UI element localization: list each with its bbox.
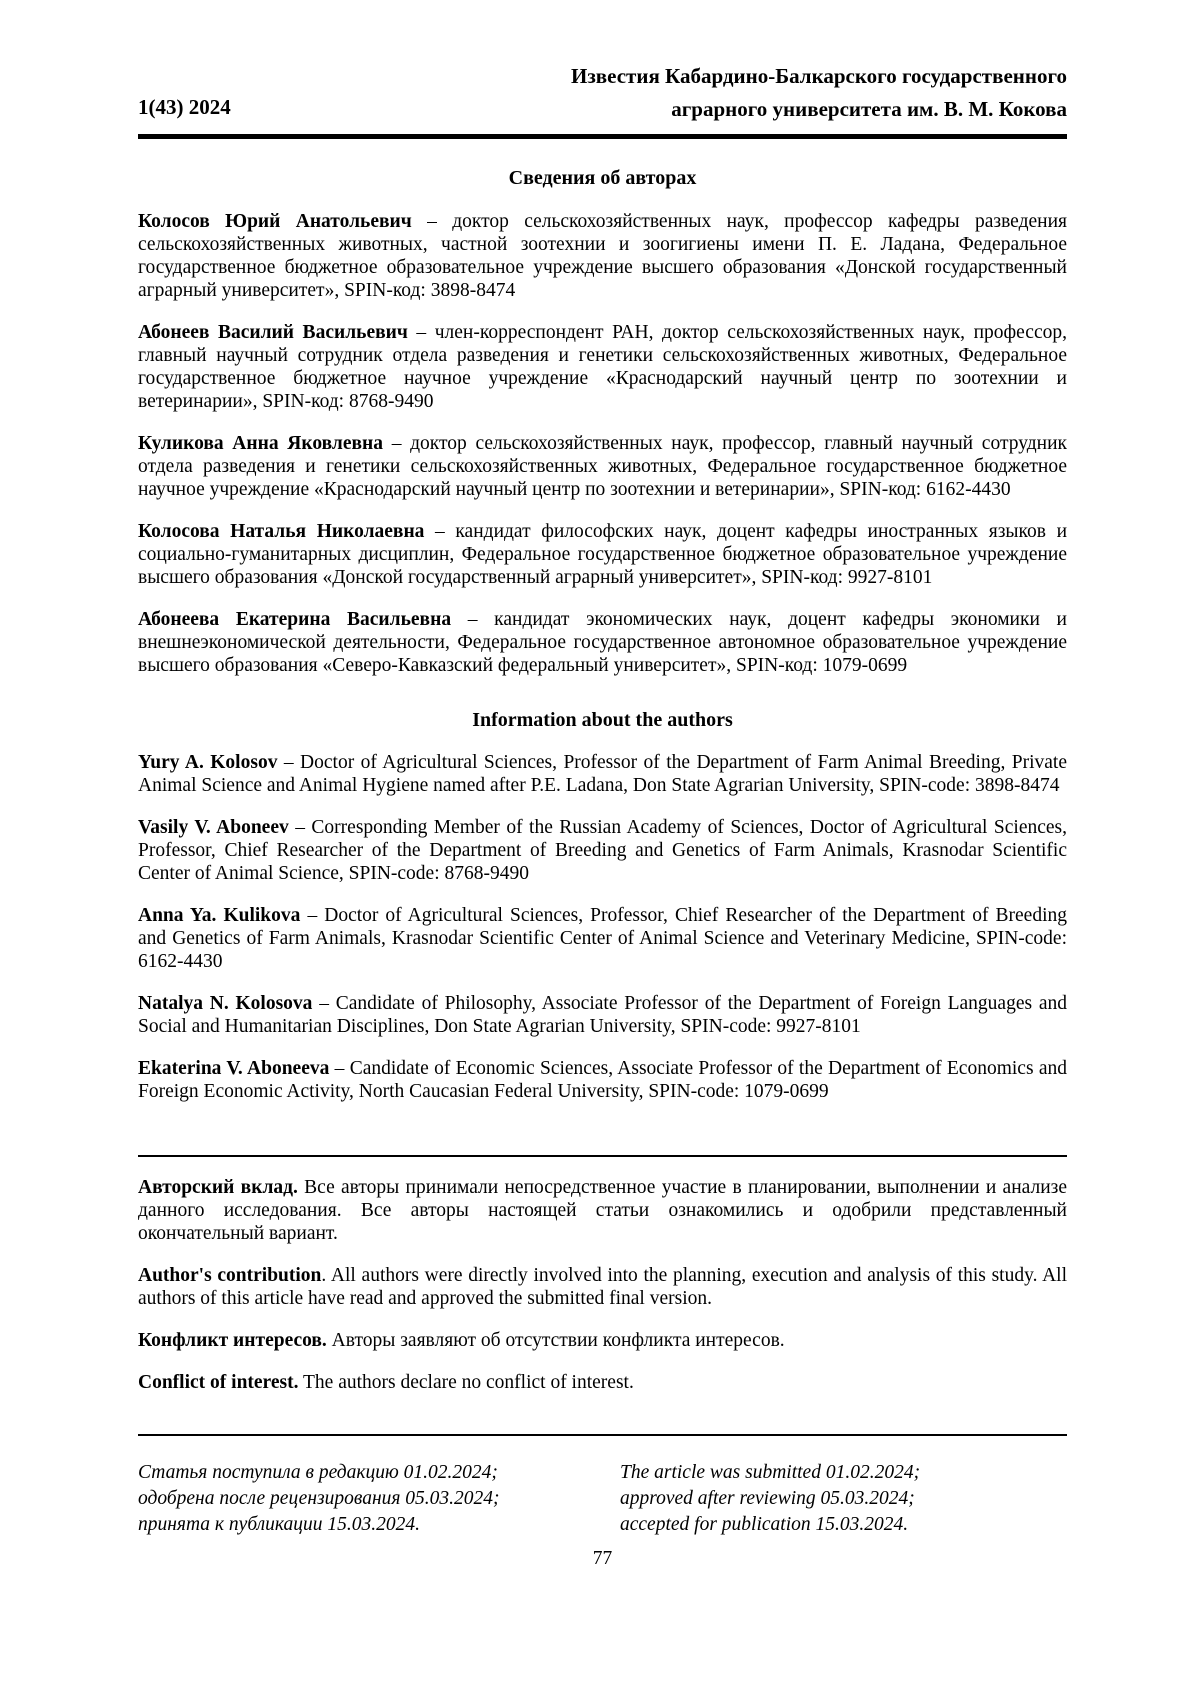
author-ru-paragraph bbox=[138, 432, 1067, 501]
author-name: Куликова Анна Яковлевна bbox=[138, 432, 384, 454]
statement-text: Авторы заявляют об отсутствии конфликта интересов. bbox=[326, 1330, 785, 1352]
author-description: – член-корреспондент РАН, доктор сельскохозяйственных наук, профессор, главный научный сотрудник отдела разведения и генетики сельскохозяйственных животных, Федеральное государственное бюджетное научное учреждение «Краснодарский научный центр по зоотехнии и ветеринарии», SPIN-код: 8768-9490 bbox=[138, 321, 1067, 412]
statement-text: Все авторы принимали непосредственное участие в планировании, выполнении и анализе данного исследования. Все авторы настоящей статьи ознакомились и одобрили представленный окончательный вариант. bbox=[138, 1177, 1067, 1245]
header-rule bbox=[138, 134, 1067, 139]
page-header bbox=[138, 60, 1067, 125]
ru-contribution-paragraph bbox=[138, 1176, 1067, 1245]
date-line: accepted for publication 15.03.2024. bbox=[620, 1513, 909, 1535]
submission-dates-ru bbox=[138, 1460, 620, 1537]
author-ru-paragraph bbox=[138, 608, 1067, 677]
author-description: – доктор сельскохозяйственных наук, профессор кафедры разведения сельскохозяйственных животных, частной зоотехнии и зоогигиены имени П. Е. Ладана, Федеральное государственное бюджетное образовательное учреждение высшего образования «Донской государственный аграрный университет», SPIN-код: 3898-8474 bbox=[138, 210, 1067, 301]
author-name: Колосов Юрий Анатольевич bbox=[138, 210, 412, 232]
statement-text: . All authors were directly involved into the planning, execution and analysis of this study. All authors of this article have read and approved the submitted final version. bbox=[138, 1265, 1067, 1310]
journal-title bbox=[571, 60, 1067, 125]
date-line: The article was submitted 01.02.2024; bbox=[620, 1462, 921, 1484]
author-ru-paragraph bbox=[138, 321, 1067, 413]
date-line: одобрена после рецензирования 05.03.2024; bbox=[138, 1488, 500, 1510]
author-name: Колосова Наталья Николаевна bbox=[138, 520, 425, 542]
author-description: – кандидат философских наук, доцент кафедры иностранных языков и социально-гуманитарных дисциплин, Федеральное государственное бюджетное образовательное учреждение высшего образования «Донской государственный аграрный университет», SPIN-код: 9927-8101 bbox=[138, 520, 1067, 588]
date-line: approved after reviewing 05.03.2024; bbox=[620, 1488, 915, 1510]
author-description: – Doctor of Agricultural Sciences, Professor, Chief Researcher of the Department of Breeding and Genetics of Farm Animals, Krasnodar Scientific Center of Animal Science and Veterinary Medicine, SPIN-code: 6162-4430 bbox=[138, 905, 1067, 973]
author-ru-paragraph bbox=[138, 210, 1067, 302]
en-section-heading: Information about the authors bbox=[472, 708, 733, 731]
en-contribution-paragraph bbox=[138, 1264, 1067, 1310]
author-description: – кандидат экономических наук, доцент кафедры экономики и внешнеэкономической деятельности, Федеральное государственное автономное образовательное учреждение высшего образования «Северо-Кавказский федеральный университет», SPIN-код: 1079-0699 bbox=[138, 608, 1067, 676]
date-line: Статья поступила в редакцию 01.02.2024; bbox=[138, 1462, 498, 1484]
author-ru-paragraph bbox=[138, 520, 1067, 589]
issue-number: 1(43) 2024 bbox=[138, 94, 231, 119]
statement-label: Author's contribution bbox=[138, 1265, 322, 1287]
ru-section-heading: Сведения об авторах bbox=[508, 167, 697, 190]
author-description: – Candidate of Philosophy, Associate Professor of the Department of Foreign Languages and Social and Humanitarian Disciplines, Don State Agrarian University, SPIN-code: 9927-8101 bbox=[138, 993, 1067, 1038]
author-description: – Candidate of Economic Sciences, Associate Professor of the Department of Economics and Foreign Economic Activity, North Caucasian Federal University, SPIN-code: 1079-0699 bbox=[138, 1058, 1067, 1103]
author-name: Абонеева Екатерина Васильевна bbox=[138, 608, 452, 630]
footer-separator-rule bbox=[138, 1434, 1067, 1436]
author-name: Vasily V. Aboneev bbox=[138, 817, 289, 839]
author-en-paragraph bbox=[138, 992, 1067, 1038]
author-name: Anna Ya. Kulikova bbox=[138, 905, 301, 927]
author-description: – доктор сельскохозяйственных наук, профессор, главный научный сотрудник отдела разведения и генетики сельскохозяйственных животных, Федеральное государственное бюджетное научное учреждение «Краснодарский научный центр по зоотехнии и ветеринарии», SPIN-код: 6162-4430 bbox=[138, 432, 1067, 500]
statement-label: Конфликт интересов. bbox=[138, 1330, 327, 1352]
page-number: 77 bbox=[592, 1548, 613, 1570]
statement-text: The authors declare no conflict of interest. bbox=[298, 1372, 634, 1394]
en-conflict-paragraph bbox=[138, 1371, 1067, 1394]
author-description: – Corresponding Member of the Russian Academy of Sciences, Doctor of Agricultural Sciences, Professor, Chief Researcher of the Department of Breeding and Genetics of Farm Animals, Krasnodar Scientific Center of Animal Science, SPIN-code: 8768-9490 bbox=[138, 817, 1067, 885]
author-name: Абонеев Василий Васильевич bbox=[138, 321, 408, 343]
submission-dates-en bbox=[620, 1460, 1067, 1537]
statement-label: Conflict of interest. bbox=[138, 1372, 299, 1394]
author-name: Yury A. Kolosov bbox=[138, 752, 278, 774]
statements-separator-rule bbox=[138, 1155, 1067, 1157]
statement-label: Авторский вклад. bbox=[138, 1177, 298, 1199]
author-en-paragraph bbox=[138, 816, 1067, 885]
submission-dates bbox=[138, 1460, 1067, 1537]
author-en-paragraph bbox=[138, 751, 1067, 797]
journal-title-line1: Известия Кабардино-Балкарского государственного bbox=[571, 64, 1067, 88]
ru-conflict-paragraph bbox=[138, 1329, 1067, 1352]
journal-title-line2: аграрного университета им. В. М. Кокова bbox=[671, 96, 1067, 121]
author-description: – Doctor of Agricultural Sciences, Professor of the Department of Farm Animal Breeding, Private Animal Science and Animal Hygiene named after P.E. Ladana, Don State Agrarian University, SPIN-code: 3898-8474 bbox=[138, 752, 1067, 797]
date-line: принята к публикации 15.03.2024. bbox=[138, 1513, 421, 1535]
author-name: Natalya N. Kolosova bbox=[138, 993, 313, 1015]
author-en-paragraph bbox=[138, 1057, 1067, 1103]
author-en-paragraph bbox=[138, 904, 1067, 973]
author-name: Ekaterina V. Aboneeva bbox=[138, 1058, 330, 1080]
